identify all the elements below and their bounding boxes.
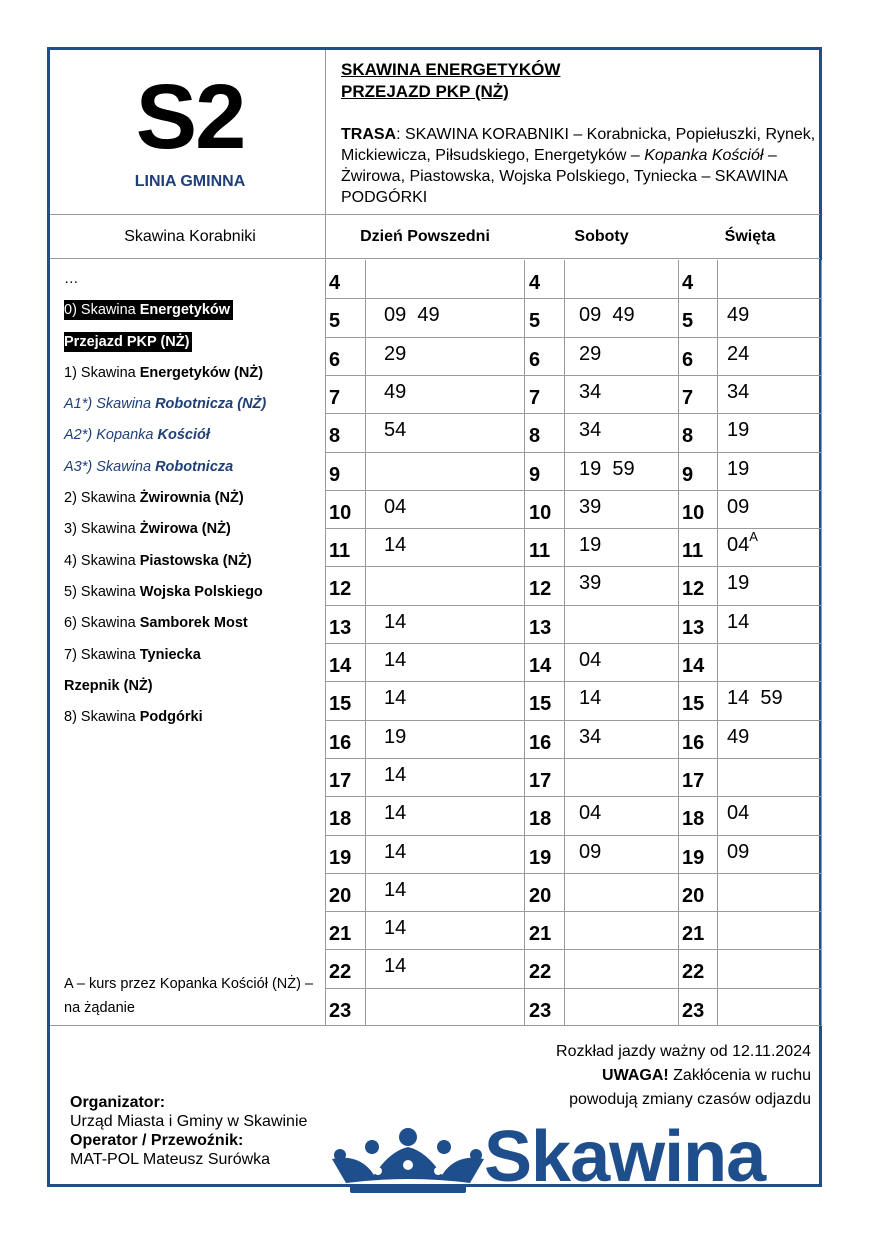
hour-cell: 4 <box>329 272 341 294</box>
stop-item-variant: A2*) Kopanka Kościół <box>64 427 210 444</box>
hour-cell: 8 <box>529 425 541 448</box>
saturday-minutes: 39 <box>579 572 602 595</box>
hour-cell: 9 <box>682 463 694 486</box>
hour-cell: 18 <box>529 808 552 831</box>
hour-cell: 5 <box>529 310 541 333</box>
hour-cell: 22 <box>329 961 352 984</box>
hour-cell: 5 <box>682 310 694 333</box>
stop-item-current-cont: Przejazd PKP (NŻ) <box>64 327 326 358</box>
saturday-minutes: 04 <box>579 802 602 825</box>
route-italic: Kopanka Kościół <box>644 147 764 164</box>
hour-cell: 15 <box>329 693 352 716</box>
saturday-minutes: 34 <box>579 725 602 748</box>
stop-item: 4) Skawina Piastowska (NŻ) <box>64 552 252 569</box>
hour-cell: 14 <box>329 655 352 677</box>
hour-cell: 19 <box>682 846 705 869</box>
hour-cell: 21 <box>682 923 705 946</box>
hour-cell: 15 <box>529 693 552 716</box>
holiday-minutes: 04 <box>727 802 750 825</box>
hour-cell: 20 <box>682 884 705 907</box>
hour-cell: 10 <box>329 501 352 524</box>
weekday-minutes: 14 <box>384 687 407 710</box>
stop-item-variant: A1*) Skawina Robotnicza (NŻ) <box>64 396 267 413</box>
saturday-minutes: 34 <box>579 380 602 403</box>
weekday-minutes: 14 <box>384 649 407 671</box>
hour-cell: 8 <box>329 425 341 448</box>
stop-list <box>64 264 326 733</box>
holiday-minutes: 49 <box>727 304 750 327</box>
weekday-header: Dzień Powszedni <box>360 228 490 245</box>
hour-cell: 23 <box>529 999 552 1022</box>
hour-cell: 11 <box>529 540 551 563</box>
stop-item: … <box>64 271 79 287</box>
stop-item: 1) Skawina Energetyków (NŻ) <box>64 364 264 381</box>
hour-cell: 16 <box>682 731 705 754</box>
saturday-minutes: 29 <box>579 342 602 365</box>
operator-label: Operator / Przewoźnik: <box>70 1132 244 1149</box>
hour-cell: 17 <box>329 769 352 792</box>
hour-cell: 14 <box>529 655 552 677</box>
line-code: S2 <box>135 66 245 168</box>
organizer-name: Urząd Miasta i Gminy w Skawinie <box>70 1113 308 1130</box>
stop-item: 6) Skawina Samborek Most <box>64 615 248 632</box>
column-header-divider <box>50 258 820 259</box>
holiday-minutes: 19 <box>727 457 750 480</box>
validity-info <box>556 1040 811 1112</box>
route-part2: – Żwirowa, Piastowska, Wojska Polskiego, Tyniecka – SKAWINA PODGÓRKI <box>341 147 788 206</box>
holiday-minutes: 09 <box>727 495 750 518</box>
hour-cell: 6 <box>329 348 341 371</box>
holiday-minutes: 19 <box>727 419 750 442</box>
hour-cell: 16 <box>329 731 352 754</box>
hour-cell: 7 <box>682 386 694 409</box>
saturday-minutes: 14 <box>579 687 602 710</box>
weekday-minutes: 14 <box>384 763 407 786</box>
hour-cell: 13 <box>682 616 705 639</box>
stop-column-header: Skawina Korabniki <box>124 228 256 245</box>
hour-cell: 12 <box>682 578 705 601</box>
organizer-info <box>70 1093 307 1169</box>
course-note-marker: A <box>749 529 758 545</box>
hour-cell: 21 <box>329 923 352 946</box>
saturday-minutes: 34 <box>579 419 602 442</box>
weekday-minutes: 14 <box>384 917 407 940</box>
holiday-minutes: 19 <box>727 572 750 595</box>
stop-item: Rzepnik (NŻ) <box>64 677 153 694</box>
route-description <box>341 124 819 208</box>
holiday-minutes: 24 <box>727 342 750 365</box>
weekday-minutes: 14 <box>384 534 407 557</box>
operator-name: MAT-POL Mateusz Surówka <box>70 1151 271 1168</box>
hour-cell: 15 <box>682 693 705 716</box>
stop-item-variant: A3*) Skawina Robotnicza <box>64 458 234 475</box>
hour-cell: 12 <box>529 578 552 601</box>
saturday-minutes: 09 <box>579 840 602 863</box>
holiday-minutes: 09 <box>727 840 750 863</box>
weekday-minutes: 14 <box>384 840 407 863</box>
hour-cell: 7 <box>329 386 341 409</box>
hour-cell: 5 <box>329 310 341 333</box>
hour-cell: 11 <box>682 540 704 563</box>
saturday-minutes: 19 <box>579 534 602 557</box>
footer-divider <box>50 1025 820 1026</box>
stop-item-current: 0) Skawina Energetyków <box>64 295 326 326</box>
hour-cell: 11 <box>329 540 351 563</box>
stop-item: 8) Skawina Podgórki <box>64 709 203 726</box>
organizer-label: Organizator: <box>70 1094 166 1111</box>
destination-line1: SKAWINA ENERGETYKÓW <box>341 60 561 79</box>
grid-column-line <box>821 260 822 1026</box>
stop-item: 7) Skawina Tyniecka <box>64 646 201 663</box>
hour-cell: 22 <box>682 961 705 984</box>
warning-line1: UWAGA! Zakłócenia w ruchu <box>602 1067 811 1084</box>
holiday-minutes: $04^A$ <box>727 529 758 557</box>
hour-cell: 14 <box>682 655 705 677</box>
saturday-minutes: 19 59 <box>579 457 635 480</box>
hour-cell: 17 <box>682 769 705 792</box>
hour-cell: 13 <box>529 616 552 639</box>
hour-cell: 6 <box>682 348 694 371</box>
hour-cell: 4 <box>682 272 694 294</box>
hour-cell: 4 <box>529 272 541 294</box>
holiday-minutes: 34 <box>727 380 750 403</box>
stop-item: 5) Skawina Wojska Polskiego <box>64 583 263 600</box>
grid-row-line <box>326 988 821 989</box>
weekday-minutes: 54 <box>384 419 407 442</box>
hour-cell: 19 <box>529 846 552 869</box>
route-label: TRASA <box>341 126 397 143</box>
validity-date: Rozkład jazdy ważny od 12.11.2024 <box>556 1043 811 1060</box>
saturday-minutes: 09 49 <box>579 304 635 327</box>
weekday-minutes: 29 <box>384 342 407 365</box>
saturday-header: Soboty <box>574 228 629 245</box>
weekday-minutes: 14 <box>384 610 407 633</box>
stop-item: 3) Skawina Żwirowa (NŻ) <box>64 521 231 538</box>
weekday-minutes: 19 <box>384 725 407 748</box>
hour-cell: 9 <box>329 463 341 486</box>
hour-cell: 17 <box>529 769 552 792</box>
hour-cell: 20 <box>329 884 352 907</box>
hour-cell: 20 <box>529 884 552 907</box>
footnote: A – kurs przez Kopanka Kościół (NŻ) – na żądanie <box>64 976 314 1016</box>
holiday-header: Święta <box>724 228 776 245</box>
hour-cell: 19 <box>329 846 352 869</box>
route-part1: : SKAWINA KORABNIKI – Korabnicka, Popiełuszki, Rynek, Mickiewicza, Piłsudskiego, Energetyków – <box>341 126 816 164</box>
line-type: LINIA GMINNA <box>134 173 246 190</box>
weekday-minutes: 04 <box>384 495 407 518</box>
hour-cell: 7 <box>529 386 541 409</box>
hour-cell: 22 <box>529 961 552 984</box>
destination <box>341 59 560 103</box>
hour-cell: 13 <box>329 616 352 639</box>
hour-cell: 10 <box>682 501 705 524</box>
warning-line2: powodują zmiany czasów odjazdu <box>569 1091 811 1108</box>
skawina-logo-text: Skawina <box>484 1117 766 1197</box>
hour-cell: 18 <box>682 808 705 831</box>
hour-cell: 12 <box>329 578 352 601</box>
holiday-minutes: 49 <box>727 725 750 748</box>
weekday-minutes: 14 <box>384 955 407 978</box>
hour-cell: 10 <box>529 501 552 524</box>
holiday-minutes: 14 <box>727 610 750 633</box>
hour-cell: 6 <box>529 348 541 371</box>
weekday-minutes: 49 <box>384 380 407 403</box>
hour-cell: 9 <box>529 463 541 486</box>
weekday-minutes: 14 <box>384 878 407 901</box>
hour-cell: 21 <box>529 923 552 946</box>
hour-cell: 23 <box>329 999 352 1022</box>
hour-cell: 16 <box>529 731 552 754</box>
hour-cell: 18 <box>329 808 352 831</box>
saturday-minutes: 04 <box>579 649 602 671</box>
destination-line2: PRZEJAZD PKP (NŻ) <box>341 82 509 101</box>
hour-cell: 8 <box>682 425 694 448</box>
saturday-minutes: 39 <box>579 495 602 518</box>
hour-cell: 23 <box>682 999 705 1022</box>
stop-item: 2) Skawina Żwirownia (NŻ) <box>64 490 244 507</box>
holiday-minutes: 14 59 <box>727 687 783 710</box>
weekday-minutes: 09 49 <box>384 304 440 327</box>
weekday-minutes: 14 <box>384 802 407 825</box>
